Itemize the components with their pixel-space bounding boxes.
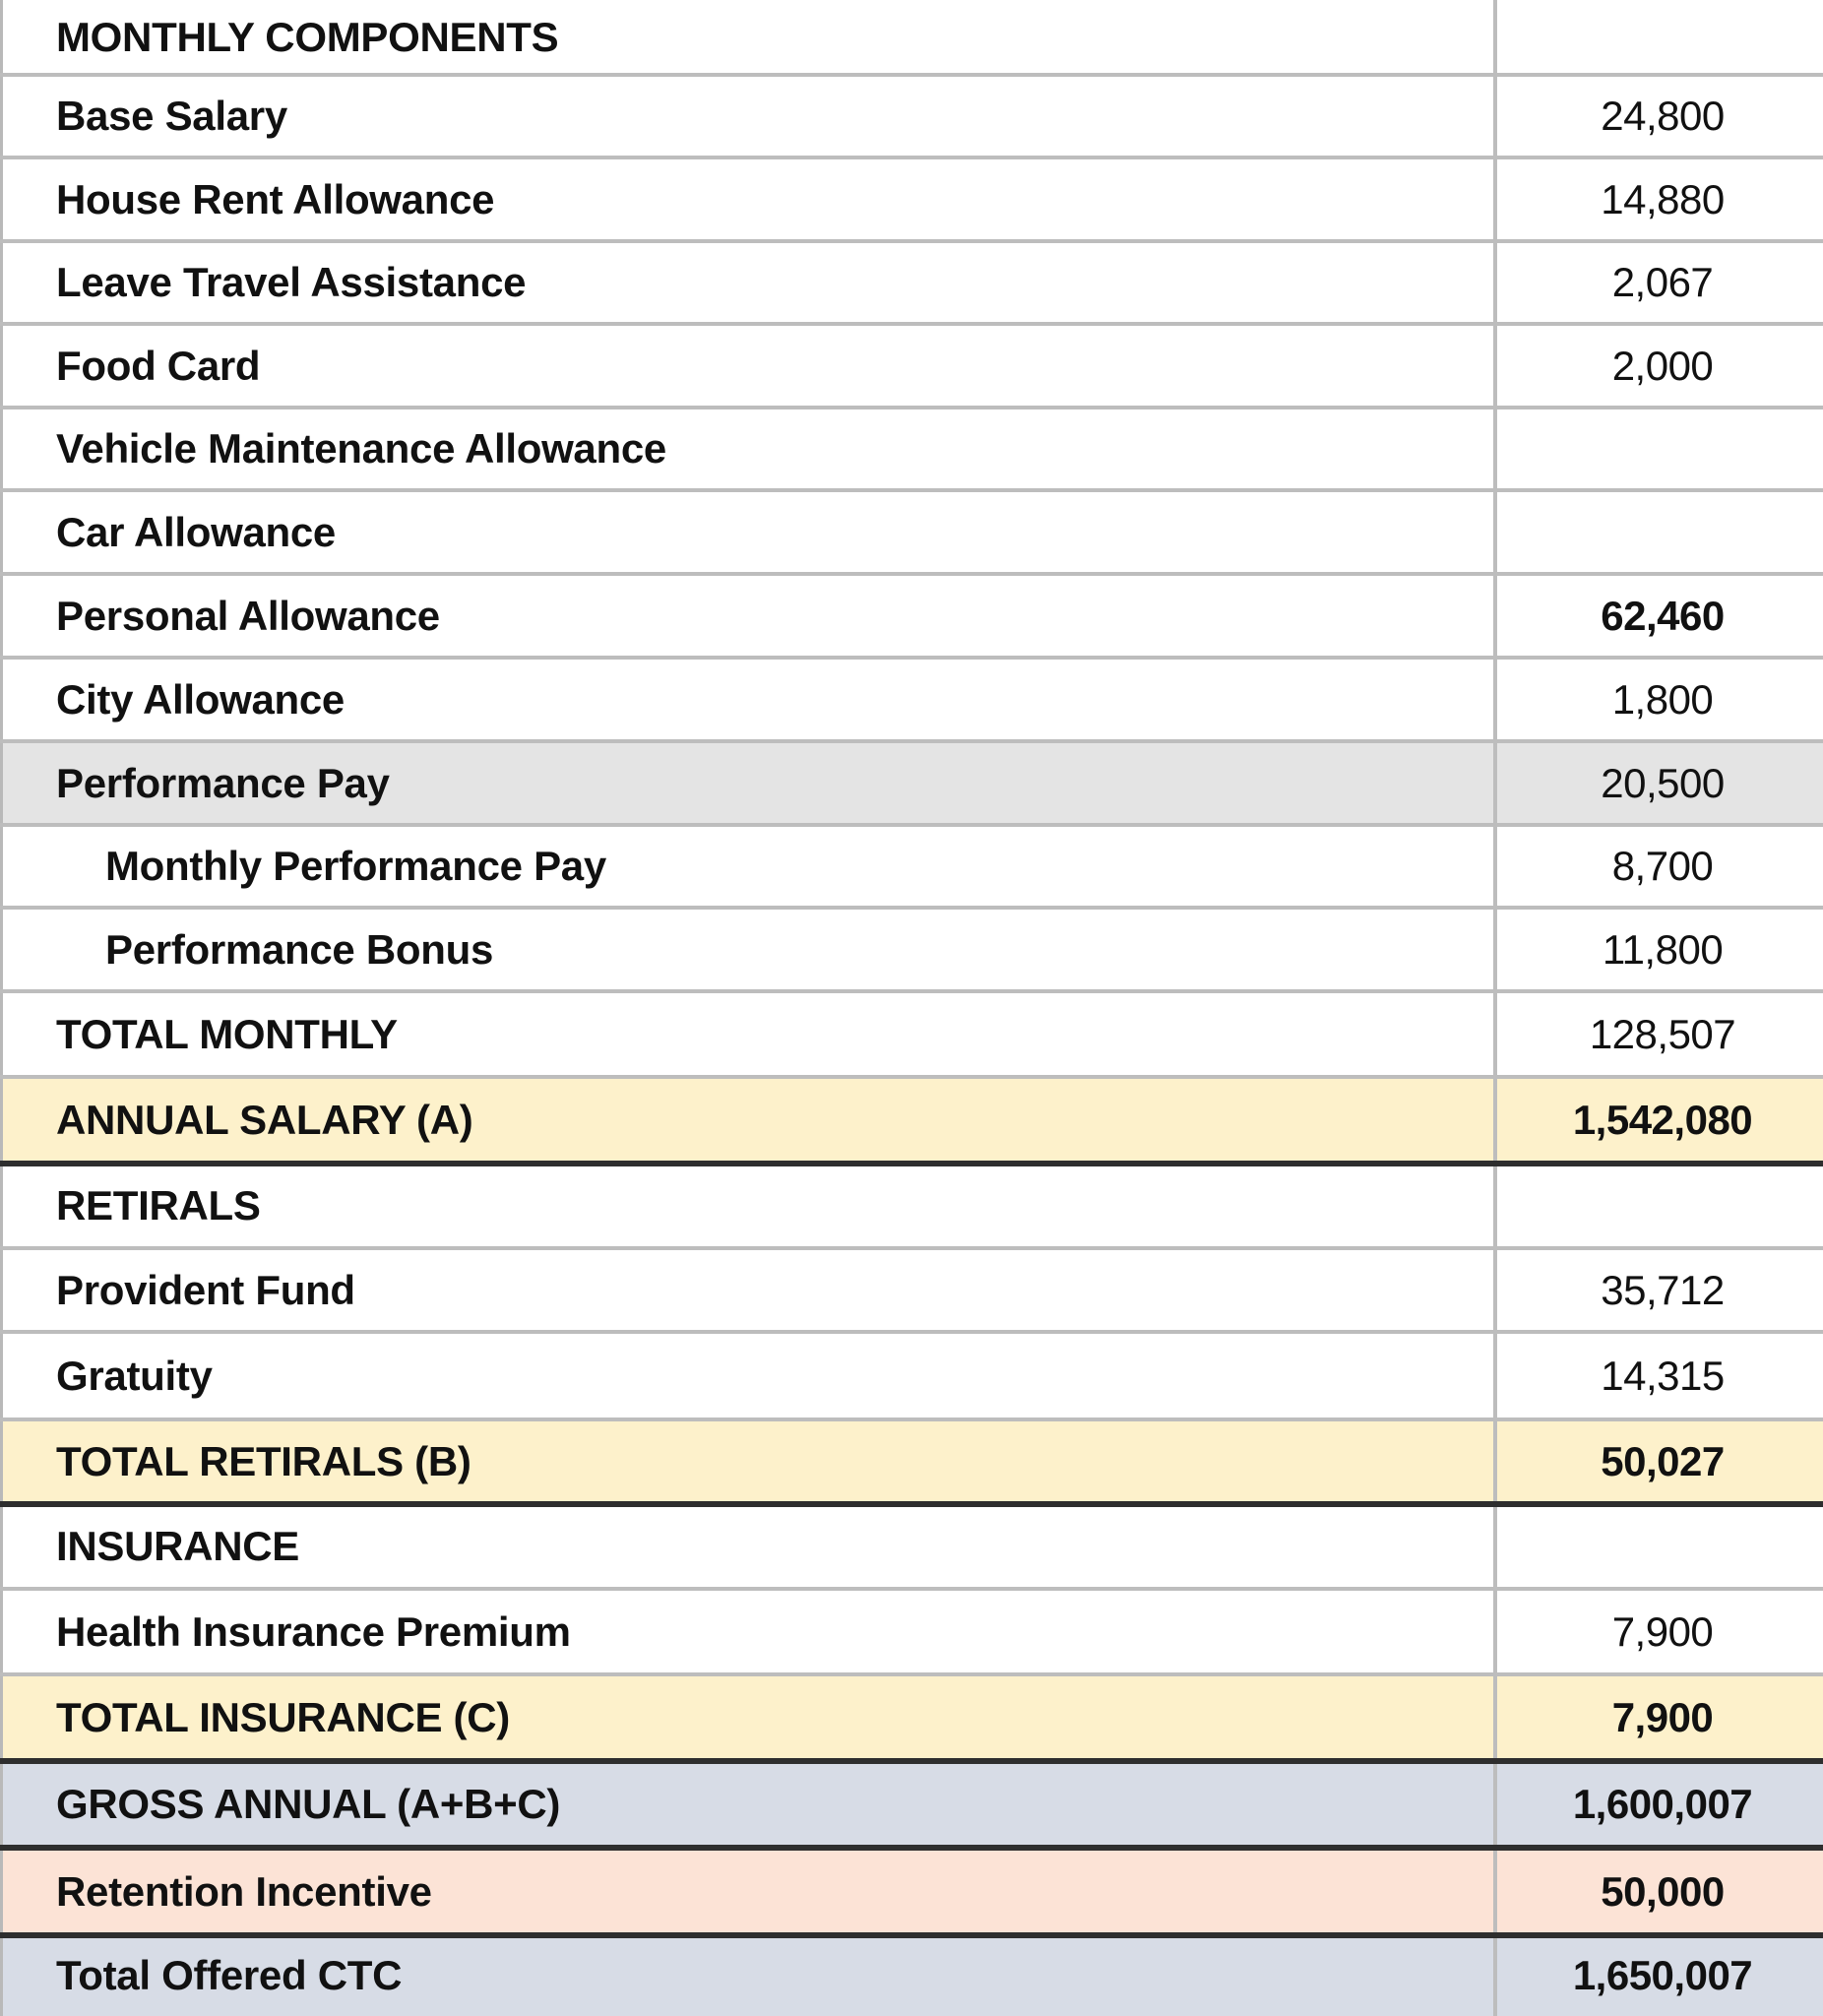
row-value: 24,800 <box>1601 93 1725 139</box>
row-value: 50,027 <box>1601 1437 1725 1484</box>
row-value: 20,500 <box>1601 759 1725 806</box>
row-base-salary <box>0 75 1823 158</box>
section-rule <box>0 1932 1823 1938</box>
row-divider <box>0 239 1823 243</box>
row-value <box>1499 490 1823 574</box>
row-total-offered-ctc <box>0 1935 1823 2016</box>
row-health-insurance-premium <box>0 1589 1823 1674</box>
row-label: Provident Fund <box>56 1266 355 1313</box>
row-divider <box>0 488 1823 492</box>
row-value: 128,507 <box>1589 1010 1736 1057</box>
row-divider <box>0 1330 1823 1334</box>
row-divider <box>0 1246 1823 1250</box>
row-value: 1,600,007 <box>1572 1781 1753 1827</box>
row-label: TOTAL RETIRALS (B) <box>56 1437 471 1484</box>
section-header-insurance <box>0 1503 1823 1589</box>
row-divider <box>0 406 1823 410</box>
row-value: 7,900 <box>1611 1694 1714 1740</box>
row-value: 11,800 <box>1602 925 1724 973</box>
row-total-retirals <box>0 1419 1823 1503</box>
row-gratuity <box>0 1332 1823 1419</box>
row-label: Gratuity <box>56 1352 213 1399</box>
row-gross-annual <box>0 1761 1823 1848</box>
row-label: TOTAL MONTHLY <box>56 1010 398 1057</box>
row-city-allowance <box>0 658 1823 741</box>
row-divider <box>0 572 1823 576</box>
section-header-monthly <box>0 0 1823 75</box>
row-retention-incentive <box>0 1848 1823 1935</box>
row-label: Car Allowance <box>56 508 336 555</box>
row-total-monthly <box>0 991 1823 1077</box>
row-provident-fund <box>0 1248 1823 1332</box>
row-label: GROSS ANNUAL (A+B+C) <box>56 1781 561 1827</box>
row-house-rent-allowance <box>0 158 1823 241</box>
row-divider <box>0 656 1823 660</box>
row-label: Total Offered CTC <box>56 1952 403 1998</box>
row-value: 35,712 <box>1601 1266 1725 1313</box>
row-label: Performance Bonus <box>105 925 494 973</box>
row-value: 2,000 <box>1611 342 1714 389</box>
row-value: 1,650,007 <box>1572 1952 1753 1998</box>
row-value <box>1499 408 1823 490</box>
section-header-retirals <box>0 1163 1823 1248</box>
row-value: 50,000 <box>1601 1867 1725 1915</box>
row-divider <box>0 1075 1823 1079</box>
row-divider <box>0 739 1823 743</box>
row-value <box>1499 1163 1823 1248</box>
row-label: Monthly Performance Pay <box>105 843 606 889</box>
row-label: RETIRALS <box>56 1181 261 1228</box>
row-annual-salary <box>0 1077 1823 1163</box>
row-value <box>1499 1503 1823 1589</box>
row-total-insurance <box>0 1674 1823 1761</box>
row-label: Base Salary <box>56 93 287 139</box>
row-label: City Allowance <box>56 675 345 723</box>
row-value: 14,880 <box>1601 175 1725 222</box>
column-divider <box>1493 0 1497 2016</box>
row-divider <box>0 73 1823 77</box>
row-label: Retention Incentive <box>56 1867 432 1915</box>
row-vehicle-maintenance-allowance <box>0 408 1823 490</box>
row-performance-pay <box>0 741 1823 825</box>
row-value: 2,067 <box>1611 259 1714 305</box>
row-label: Vehicle Maintenance Allowance <box>56 425 666 472</box>
row-label: TOTAL INSURANCE (C) <box>56 1694 510 1740</box>
row-divider <box>0 906 1823 910</box>
row-divider <box>0 989 1823 993</box>
section-rule <box>0 1758 1823 1764</box>
row-label: Food Card <box>56 342 261 389</box>
row-value <box>1499 0 1823 75</box>
row-car-allowance <box>0 490 1823 574</box>
row-label: INSURANCE <box>56 1522 299 1569</box>
section-rule <box>0 1845 1823 1851</box>
row-value: 1,800 <box>1611 675 1714 723</box>
row-divider <box>0 322 1823 326</box>
section-rule <box>0 1501 1823 1507</box>
row-divider <box>0 1672 1823 1676</box>
row-value: 7,900 <box>1611 1607 1714 1655</box>
row-label: Personal Allowance <box>56 592 440 639</box>
row-label: Health Insurance Premium <box>56 1607 571 1655</box>
row-value: 14,315 <box>1601 1352 1725 1399</box>
row-value: 62,460 <box>1601 592 1725 639</box>
row-label: MONTHLY COMPONENTS <box>56 14 559 60</box>
row-divider <box>0 1587 1823 1591</box>
section-rule <box>0 1161 1823 1166</box>
row-value: 8,700 <box>1611 843 1714 889</box>
row-label: ANNUAL SALARY (A) <box>56 1096 473 1143</box>
row-leave-travel-assistance <box>0 241 1823 324</box>
row-divider <box>0 156 1823 159</box>
row-monthly-performance-pay <box>0 825 1823 908</box>
row-personal-allowance <box>0 574 1823 658</box>
row-performance-bonus <box>0 908 1823 991</box>
row-label: House Rent Allowance <box>56 175 495 222</box>
row-divider <box>0 1418 1823 1421</box>
row-value: 1,542,080 <box>1572 1096 1753 1143</box>
row-food-card <box>0 324 1823 408</box>
row-divider <box>0 823 1823 827</box>
row-label: Leave Travel Assistance <box>56 259 527 305</box>
row-label: Performance Pay <box>56 759 390 806</box>
